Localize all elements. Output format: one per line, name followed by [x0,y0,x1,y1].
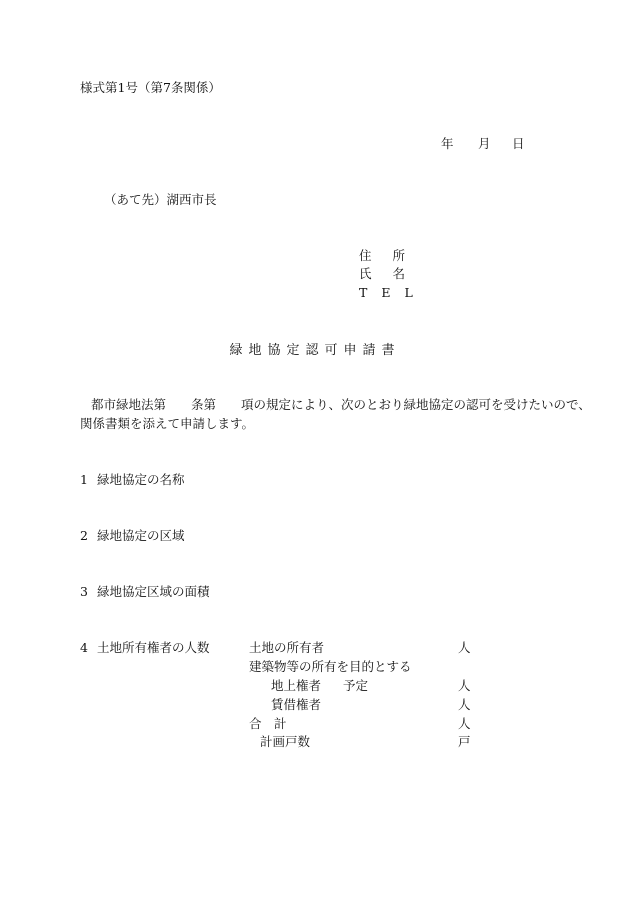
item-4-number: 4 [80,640,88,655]
superficies-label: 地上権者 [271,678,322,693]
applicant-tel-text: TEL [359,285,427,300]
item-1-number: 1 [80,472,88,487]
applicant-name-text: 氏名 [359,266,405,281]
total-label: 合 計 [249,716,287,731]
planned-households-unit: 戸 [458,734,471,749]
planned-households-label: 計画戸数 [260,734,311,749]
item-2-number: 2 [80,528,88,543]
item-3-number: 3 [80,584,88,599]
date-month-label: 月 [478,136,491,151]
landowner-label: 土地の所有者 [249,640,325,655]
applicant-name-label [359,268,405,281]
item-3-label: 緑地協定区域の面積 [97,584,210,599]
planned-label: 予定 [343,678,369,693]
body-text-line-1: 都市緑地法第 条第 項の規定により、次のとおり緑地協定の認可を受けたいので、 [91,397,591,412]
item-2-label: 緑地協定の区域 [97,528,185,543]
item-4-label: 土地所有権者の人数 [97,640,210,655]
applicant-tel-label [359,285,427,300]
body-text-line-2: 関係書類を添えて申請します。 [80,416,255,431]
date-year-label: 年 [441,136,454,151]
landowner-unit: 人 [458,640,471,655]
date-day-label: 日 [512,136,525,151]
building-purpose-label: 建築物等の所有を目的とする [249,659,412,674]
lease-unit: 人 [458,697,471,712]
addressee: （あて先）湖西市長 [104,192,217,207]
applicant-address-text: 住所 [359,248,405,263]
total-unit: 人 [458,716,471,731]
item-1-label: 緑地協定の名称 [97,472,185,487]
document-title: 緑地協定認可申請書 [229,343,401,358]
form-number: 様式第1号（第7条関係） [80,80,221,95]
superficies-unit: 人 [458,678,471,693]
applicant-address-label [359,250,405,263]
lease-label: 賃借権者 [271,697,322,712]
